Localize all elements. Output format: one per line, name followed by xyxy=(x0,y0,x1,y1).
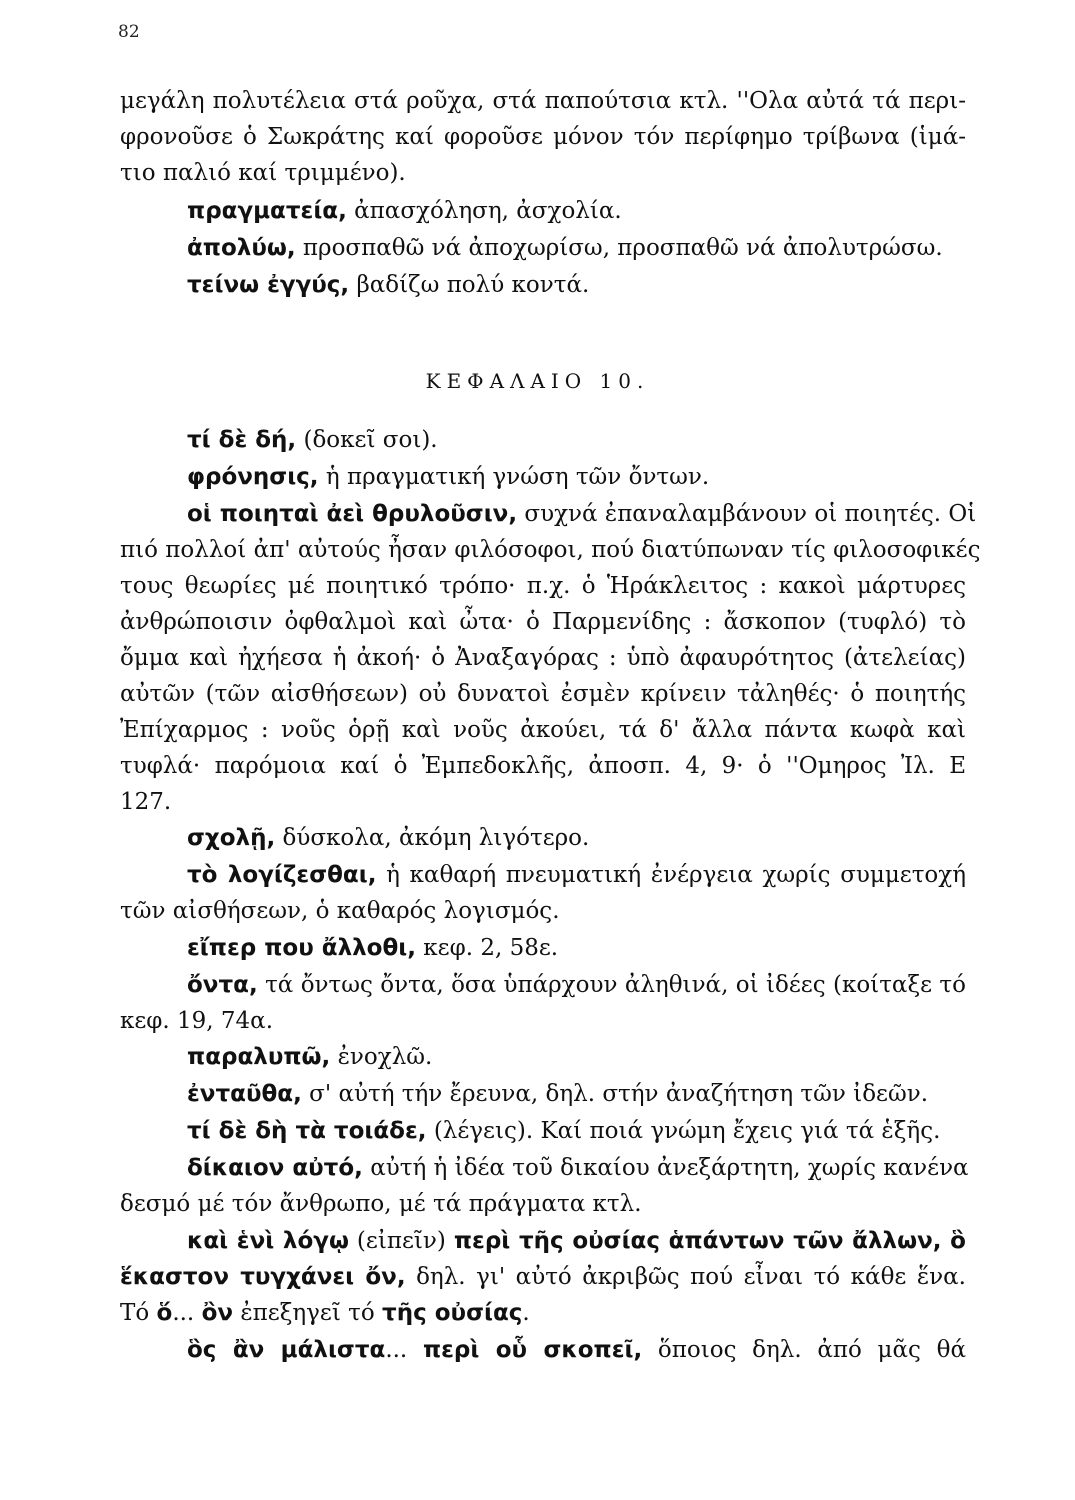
glossary-entry: τὸ λογίζεσθαι, ἡ καθαρή πνευματική ἐνέργεια χωρίς συμμετοχή xyxy=(187,862,966,888)
glossary-entry: τί δὲ δή, (δοκεῖ σοι). xyxy=(187,427,438,453)
text-line: φρονοῦσε ὁ Σωκράτης καί φοροῦσε μόνον τόν περίφημο τρίβωνα (ἱμά- xyxy=(120,124,966,150)
lemma: τείνω ἐγγύς, xyxy=(187,272,350,298)
lemma: τὸ λογίζεσθαι, xyxy=(187,862,377,888)
text-line: Ἐπίχαρμος : νοῦς ὁρῇ καὶ νοῦς ἀκούει, τά δ' ἄλλα πάντα κωφὰ καὶ xyxy=(120,717,966,743)
glossary-entry: ὃς ἂν μάλιστα... περὶ οὗ σκοπεῖ, ὅποιος δηλ. ἀπό μᾶς θά xyxy=(187,1337,966,1363)
lemma: παραλυπῶ, xyxy=(187,1044,331,1070)
glossary-entry: φρόνησις, ἡ πραγματική γνώση τῶν ὄντων. xyxy=(187,464,710,490)
lemma: ὃς ἂν μάλιστα xyxy=(187,1337,386,1363)
lemma: τί δὲ δή, xyxy=(187,427,297,453)
glossary-entry: ἐνταῦθα, σ' αὐτή τήν ἔρευνα, δηλ. στήν ἀναζήτηση τῶν ἰδεῶν. xyxy=(187,1081,929,1107)
lemma: δίκαιον αὐτό, xyxy=(187,1155,363,1181)
text-line: πιό πολλοί ἀπ' αὐτούς ἦσαν φιλόσοφοι, πού διατύπωναν τίς φιλοσοφικές xyxy=(120,537,981,563)
text-line: τυφλά· παρόμοια καί ὁ Ἐμπεδοκλῆς, ἀποσπ. 4, 9· ὁ ''Ομηρος Ἰλ. Ε xyxy=(120,753,966,779)
text-line: μεγάλη πολυτέλεια στά ροῦχα, στά παπούτσια κτλ. ''Ολα αὐτά τά περι- xyxy=(120,88,966,114)
lemma: οἱ ποιηταὶ ἀεὶ θρυλοῦσιν, xyxy=(187,501,518,527)
glossary-entry: δίκαιον αὐτό, αὐτή ἡ ἰδέα τοῦ δικαίου ἀνεξάρτητη, χωρίς κανένα xyxy=(187,1155,969,1181)
glossary-entry: τείνω ἐγγύς, βαδίζω πολύ κοντά. xyxy=(187,272,590,298)
lemma: ἀπολύω, xyxy=(187,235,296,261)
text-line: ἀνθρώποισιν ὀφθαλμοὶ καὶ ὦτα· ὁ Παρμενίδης : ἄσκοπον (τυφλό) τὸ xyxy=(120,609,966,635)
text-line: 127. xyxy=(120,789,172,815)
lemma: σχολῇ, xyxy=(187,825,276,851)
glossary-entry: ὄντα, τά ὄντως ὄντα, ὅσα ὑπάρχουν ἀληθινά, οἱ ἰδέες (κοίταξε τό xyxy=(187,972,966,998)
text-line: ὄμμα καὶ ἠχήεσα ἡ ἀκοή· ὁ Ἀναξαγόρας : ὑπὸ ἀφαυρότητος (ἀτελείας) xyxy=(120,645,966,671)
lemma: ὄντα, xyxy=(187,972,258,998)
lemma: καὶ ἑνὶ λόγῳ xyxy=(187,1228,349,1254)
lemma: φρόνησις, xyxy=(187,464,319,490)
text-line: τιο παλιό καί τριμμένο). xyxy=(120,160,406,186)
glossary-entry: σχολῇ, δύσκολα, ἀκόμη λιγότερο. xyxy=(187,825,590,851)
lemma: περὶ οὗ σκοπεῖ, xyxy=(422,1337,643,1363)
text-line: δεσμό μέ τόν ἄνθρωπο, μέ τά πράγματα κτλ. xyxy=(120,1191,642,1217)
lemma: περὶ τῆς οὐσίας ἁπάντων τῶν ἄλλων, ὃ xyxy=(453,1228,966,1254)
lemma: εἴπερ που ἄλλοθι, xyxy=(187,935,416,961)
glossary-entry: ἕκαστον τυγχάνει ὄν, δηλ. γι' αὐτό ἀκριβῶς πού εἶναι τό κάθε ἕνα. xyxy=(120,1264,966,1290)
chapter-heading: ΚΕΦΑΛΑΙΟ 10. xyxy=(425,369,650,393)
glossary-entry: παραλυπῶ, ἐνοχλῶ. xyxy=(187,1044,433,1070)
lemma: ἐνταῦθα, xyxy=(187,1081,302,1107)
lemma: ἕκαστον τυγχάνει ὄν, xyxy=(120,1264,406,1290)
lemma: πραγματεία, xyxy=(187,198,347,224)
lemma: τί δὲ δὴ τὰ τοιάδε, xyxy=(187,1118,427,1144)
text-line: Τό ὅ... ὂν ἐπεξηγεῖ τό τῆς οὐσίας. xyxy=(120,1300,530,1326)
glossary-entry: ἀπολύω, προσπαθῶ νά ἀποχωρίσω, προσπαθῶ νά ἀπολυτρώσω. xyxy=(187,235,943,261)
text-line: αὐτῶν (τῶν αἰσθήσεων) οὐ δυνατοὶ ἐσμὲν κρίνειν τἀληθές· ὁ ποιητής xyxy=(120,681,966,707)
glossary-entry: εἴπερ που ἄλλοθι, κεφ. 2, 58ε. xyxy=(187,935,559,961)
text-line: κεφ. 19, 74α. xyxy=(120,1008,274,1034)
glossary-entry: καὶ ἑνὶ λόγῳ (εἰπεῖν) περὶ τῆς οὐσίας ἁπάντων τῶν ἄλλων, ὃ xyxy=(187,1228,966,1254)
glossary-entry: πραγματεία, ἀπασχόληση, ἀσχολία. xyxy=(187,198,622,224)
text-line: τῶν αἰσθήσεων, ὁ καθαρός λογισμός. xyxy=(120,898,560,924)
text-line: τους θεωρίες μέ ποιητικό τρόπο· π.χ. ὁ Ἡράκλειτος : κακοὶ μάρτυρες xyxy=(120,573,966,599)
page-number: 82 xyxy=(118,22,140,42)
glossary-entry: οἱ ποιηταὶ ἀεὶ θρυλοῦσιν, συχνά ἐπαναλαμβάνουν οἱ ποιητές. Οἱ xyxy=(187,501,977,527)
glossary-entry: τί δὲ δὴ τὰ τοιάδε, (λέγεις). Καί ποιά γνώμη ἔχεις γιά τά ἑξῆς. xyxy=(187,1118,941,1144)
